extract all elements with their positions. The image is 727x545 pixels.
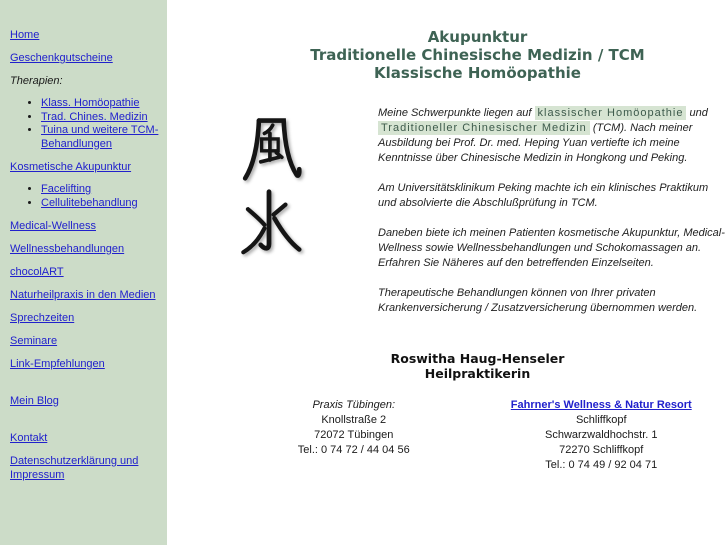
page-title (230, 0, 725, 82)
praxis-street: Knollstraße 2 (321, 414, 387, 426)
sidebar-item-facelifting[interactable]: Facelifting (41, 183, 92, 195)
intro-paragraph-4: Therapeutische Behandlungen können von Ihrer privaten Krankenversicherung / Zusatzversicherung übernommen werden. (378, 287, 698, 314)
praxis-phone: Tel.: 0 74 72 / 44 04 56 (297, 444, 410, 456)
address-fahrners-resort (478, 398, 726, 473)
page-title-line2: Traditionelle Chinesische Medizin / TCM (310, 46, 645, 64)
address-section (230, 398, 725, 473)
sidebar-item-sprechzeiten[interactable]: Sprechzeiten (10, 312, 75, 324)
intro-section (230, 106, 725, 331)
intro-paragraph-1 (378, 106, 725, 166)
page-title-line3: Klassische Homöopathie (374, 64, 581, 82)
practitioner-name: Roswitha Haug-Henseler (390, 351, 565, 366)
sidebar-item-home[interactable]: Home (10, 29, 40, 41)
intro-p1-before: Meine Schwerpunkte liegen auf (378, 107, 535, 119)
sidebar-item-naturheilpraxis-medien[interactable]: Naturheilpraxis in den Medien (10, 289, 156, 301)
shui-water-character-icon (236, 186, 302, 258)
sidebar-item-datenschutz-impressum[interactable]: Datenschutzerklärung und Impressum (10, 455, 139, 481)
list-item (41, 183, 159, 197)
practitioner-block (230, 351, 725, 381)
list-item (41, 111, 159, 125)
sidebar-item-tuina-tcm-behandlungen[interactable]: Tuina und weitere TCM-Behandlungen (41, 124, 159, 150)
sidebar-item-cellulitebehandlung[interactable]: Cellulitebehandlung (41, 196, 138, 209)
list-item (41, 97, 159, 111)
main-content (167, 0, 727, 545)
intro-paragraph-3: Daneben biete ich meinen Patienten kosmetische Akupunktur, Medical-Wellness sowie Wellnessbehandlungen und Schokomassagen an. Erfahren Sie Näheres auf den betreffenden Einzelseiten. (378, 227, 725, 269)
highlight-traditionelle-chinesische-medizin: Traditioneller Chinesischer Medizin (378, 121, 590, 135)
sidebar-item-chocolart[interactable]: chocolART (10, 266, 64, 278)
list-item (41, 197, 159, 211)
sidebar-item-link-empfehlungen[interactable]: Link-Empfehlungen (10, 358, 105, 370)
intro-text (378, 106, 725, 331)
praxis-city: 72072 Tübingen (314, 429, 394, 441)
feng-shui-calligraphy-image (236, 114, 302, 258)
address-praxis-tuebingen (230, 398, 478, 473)
intro-paragraph-2: Am Universitätsklinikum Peking machte ich ein klinisches Praktikum und absolvierte die Abschlußprüfung in TCM. (378, 182, 709, 209)
resort-name: Schliffkopf (575, 414, 627, 426)
fahrners-resort-link[interactable]: Fahrner's Wellness & Natur Resort (510, 399, 692, 411)
list-item (41, 124, 159, 151)
intro-p1-mid: und (686, 107, 708, 119)
sidebar-item-medical-wellness[interactable]: Medical-Wellness (10, 220, 96, 232)
sidebar-item-kontakt[interactable]: Kontakt (10, 432, 48, 444)
highlight-klassischer-homoeopathie: klassischer Homöopathie (535, 106, 687, 120)
sidebar-item-geschenkgutscheine[interactable]: Geschenkgutscheine (10, 52, 113, 64)
resort-phone: Tel.: 0 74 49 / 92 04 71 (545, 459, 658, 471)
page-title-line1: Akupunktur (427, 28, 528, 46)
kosmetik-bullet-list (10, 183, 159, 210)
sidebar-item-mein-blog[interactable]: Mein Blog (10, 395, 59, 407)
sidebar-item-trad-chines-medizin[interactable]: Trad. Chines. Medizin (41, 110, 148, 123)
intro-p1-after: (TCM). Nach meiner Ausbildung bei Prof. Dr. med. Heping Yuan vertiefte ich meine Kenntnisse über Chinesische Medizin in Hongkong und Peking. (378, 122, 693, 164)
feng-shui-image-cell (230, 106, 378, 331)
resort-city: 72270 Schliffkopf (559, 444, 644, 456)
feng-wind-character-icon (236, 114, 302, 184)
resort-street: Schwarzwaldhochstr. 1 (545, 429, 658, 441)
sidebar-item-kosmetische-akupunktur[interactable]: Kosmetische Akupunktur (10, 161, 132, 173)
sidebar-nav (0, 0, 167, 545)
practitioner-title: Heilpraktikerin (424, 366, 531, 381)
praxis-tuebingen-heading: Praxis Tübingen: (312, 399, 396, 411)
sidebar-item-klass-homoeopathie[interactable]: Klass. Homöopathie (41, 97, 140, 109)
therapien-bullet-list (10, 97, 159, 151)
sidebar-item-wellnessbehandlungen[interactable]: Wellnessbehandlungen (10, 243, 125, 255)
sidebar-label-therapien: Therapien: (10, 75, 63, 87)
sidebar-item-seminare[interactable]: Seminare (10, 335, 58, 347)
